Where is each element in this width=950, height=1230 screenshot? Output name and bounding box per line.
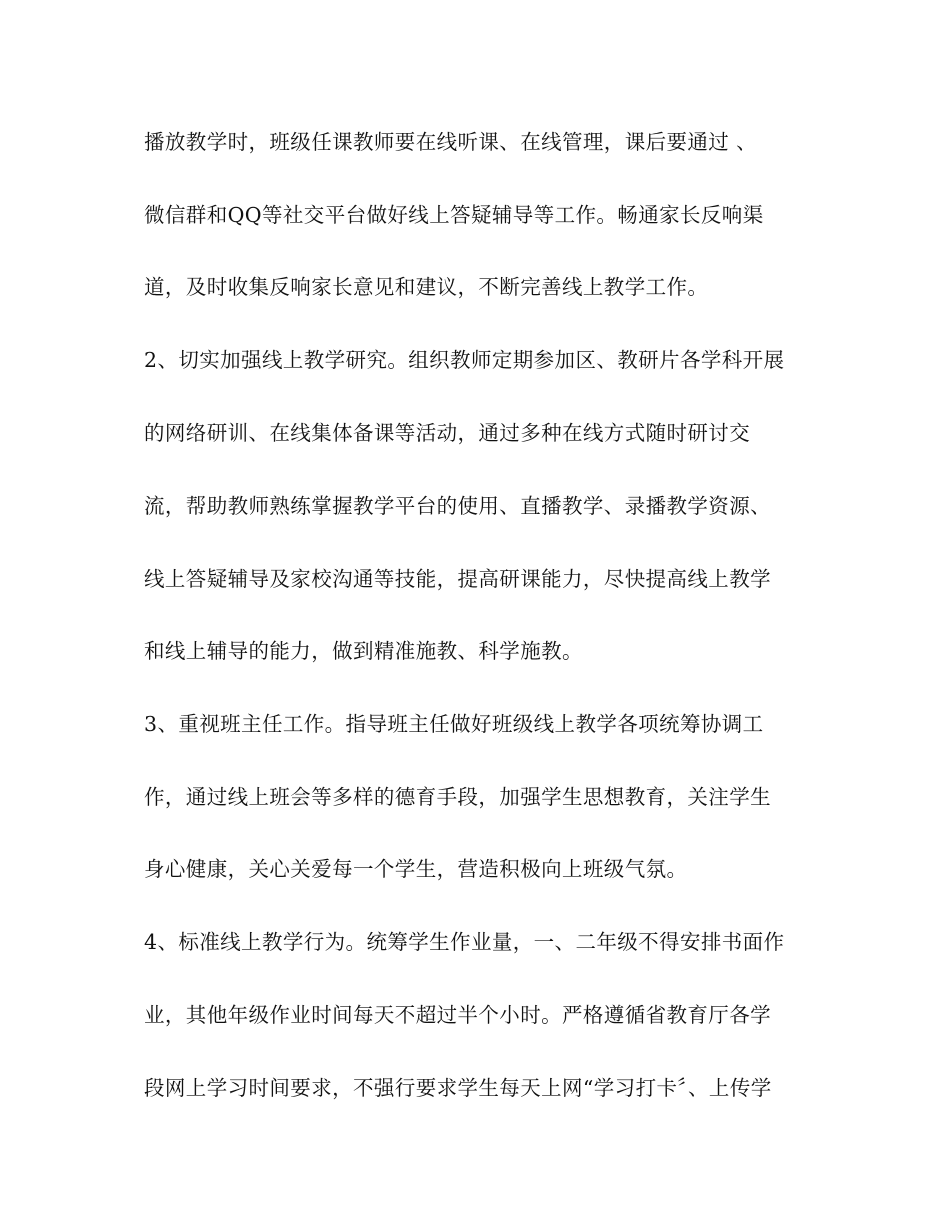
text-line: 流，帮助教师熟练掌握教学平台的使用、直播教学、录播教学资源、 (144, 494, 771, 518)
text-line: 业，其他年级作业时间每天不超过半个小时。严格遵循省教育厅各学 (144, 1003, 771, 1027)
text-line: 播放教学时，班级任课教师要在线听课、在线管理，课后要通过 、 (144, 130, 758, 154)
text-line: 身心健康，关心关爱每一个学生，营造积极向上班级气氛。 (144, 857, 688, 881)
text-line: 微信群和QQ等社交平台做好线上答疑辅导等工作。畅通家长反响渠 (144, 203, 764, 227)
text-line: 4、标准线上教学行为。统筹学生作业量，一、二年级不得安排书面作 (144, 930, 785, 954)
text-line: 道，及时收集反响家长意见和建议，不断完善线上教学工作。 (144, 275, 709, 299)
text-line: 2、切实加强线上教学研究。组织教师定期参加区、教研片各学科开展 (144, 348, 785, 372)
text-line: 段网上学习时间要求，不强行要求学生每天上网“学习打卡〞、上传学 (144, 1076, 772, 1100)
text-line: 线上答疑辅导及家校沟通等技能，提高研课能力，尽快提高线上教学 (144, 567, 771, 591)
text-line: 和线上辅导的能力，做到精准施教、科学施教。 (144, 639, 583, 663)
text-line: 的网络研训、在线集体备课等活动，通过多种在线方式随时研讨交 (144, 421, 751, 445)
text-line: 作，通过线上班会等多样的德育手段，加强学生思想教育，关注学生 (144, 785, 771, 809)
text-line: 3、重视班主任工作。指导班主任做好班级线上教学各项统筹协调工 (144, 712, 764, 736)
